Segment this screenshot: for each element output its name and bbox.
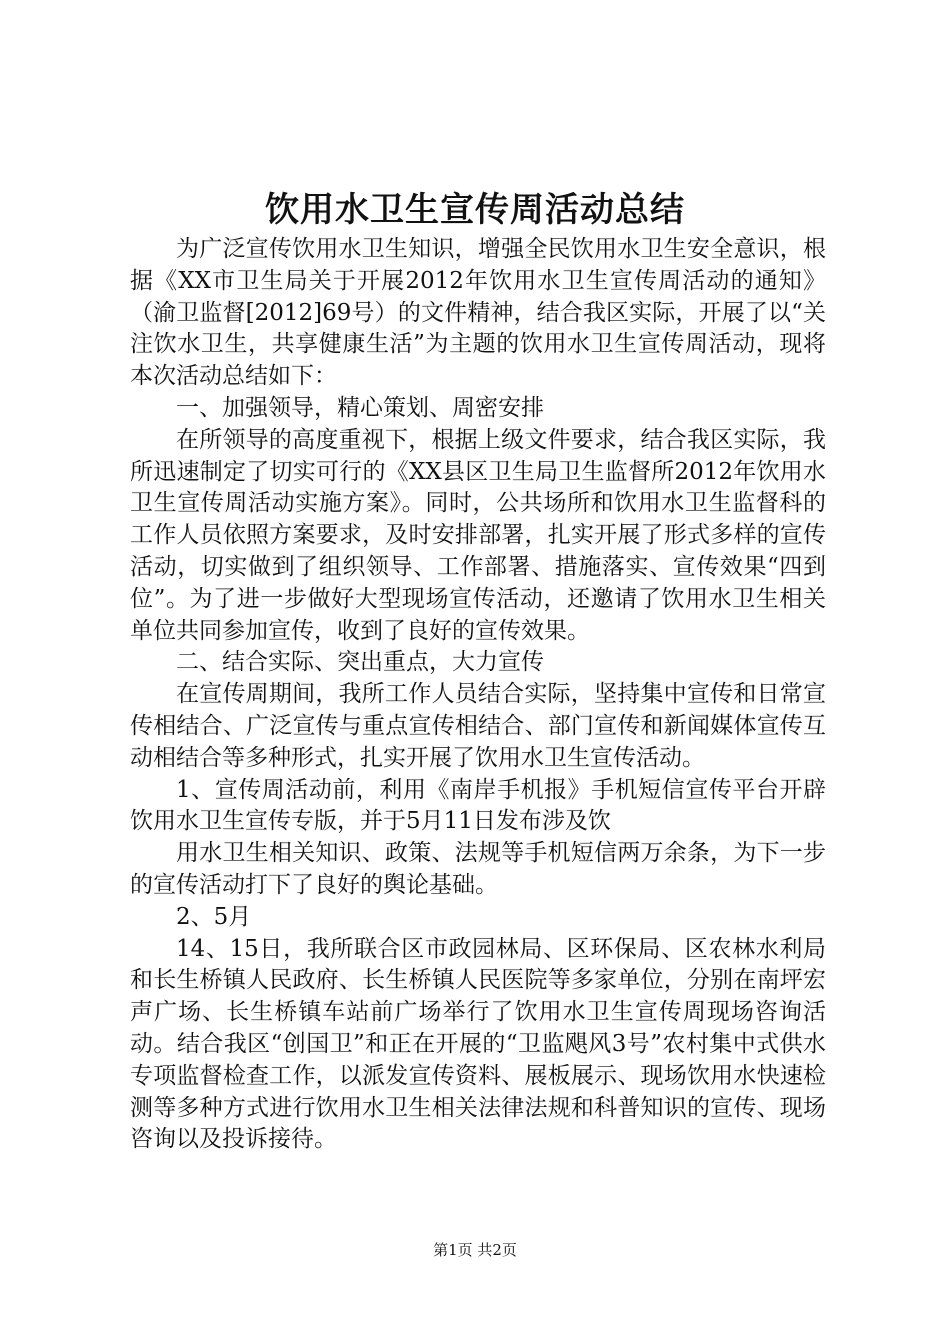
page-number: 第1页 共2页 <box>433 1241 517 1259</box>
document-title: 饮用水卫生宣传周活动总结 <box>265 190 685 230</box>
section-heading-1: 一、加强领导，精心策划、周密安排 <box>176 394 544 421</box>
item-1-continued-paragraph: 用水卫生相关知识、政策、法规等手机短信两万余条，为下一步的宣传活动打下了良好的舆论基础。 <box>130 840 826 898</box>
item-2-paragraph: 2、5月 <box>176 903 252 930</box>
section-2-paragraph: 在宣传周期间，我所工作人员结合实际，坚持集中宣传和日常宣传相结合、广泛宣传与重点宣传相结合、部门宣传和新闻媒体宣传互动相结合等多种形式，扎实开展了饮用水卫生宣传活动。 <box>130 681 826 771</box>
item-2-continued-paragraph: 14、15日，我所联合区市政园林局、区环保局、区农林水利局和长生桥镇人民政府、长生桥镇人民医院等多家单位，分别在南坪宏声广场、长生桥镇车站前广场举行了饮用水卫生宣传周现场咨询活动。结合我区“创国卫”和正在开展的“卫监飓风3号”农村集中式供水专项监督检查工作，以派发宣传资料、展板展示、现场饮用水快速检测等多种方式进行饮用水卫生相关法律法规和科普知识的宣传、现场咨询以及投诉接待。 <box>130 935 826 1153</box>
document-body <box>130 234 826 1156</box>
item-1-paragraph: 1、宣传周活动前，利用《南岸手机报》手机短信宣传平台开辟饮用水卫生宣传专版，并于5月11日发布涉及饮 <box>130 776 826 835</box>
section-heading-2: 二、结合实际、突出重点，大力宣传 <box>176 649 544 676</box>
intro-paragraph: 为广泛宣传饮用水卫生知识，增强全民饮用水卫生安全意识，根据《XX市卫生局关于开展2012年饮用水卫生宣传周活动的通知》（渝卫监督[2012]69号）的文件精神，结合我区实际，开展了以“关注饮水卫生，共享健康生活”为主题的饮用水卫生宣传周活动，现将本次活动总结如下： <box>130 236 826 390</box>
section-1-paragraph: 在所领导的高度重视下，根据上级文件要求，结合我区实际，我所迅速制定了切实可行的《XX县区卫生局卫生监督所2012年饮用水卫生宣传周活动实施方案》。同时，公共场所和饮用水卫生监督科的工作人员依照方案要求，及时安排部署，扎实开展了形式多样的宣传活动，切实做到了组织领导、工作部署、措施落实、宣传效果“四到位”。为了进一步做好大型现场宣传活动，还邀请了饮用水卫生相关单位共同参加宣传，收到了良好的宣传效果。 <box>130 426 826 644</box>
